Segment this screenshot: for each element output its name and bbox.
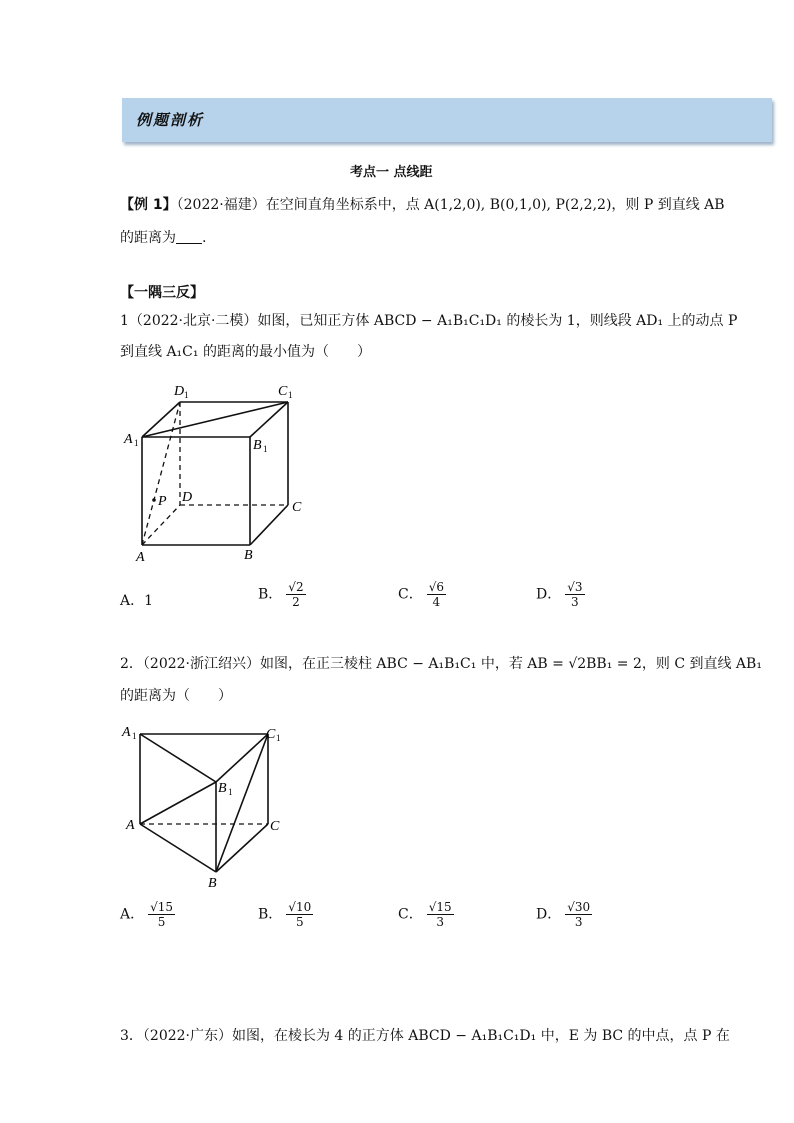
example-1-text-2: 的距离为 (120, 230, 176, 246)
q1-line-1: 1（2022·北京·二模）如图，已知正方体 ABCD − A₁B₁C₁D₁ 的棱长为 1，则线段 AD₁ 上的动点 P (120, 313, 738, 329)
q1-choice-a[interactable]: A．1 (120, 593, 154, 609)
q2-line-1: 2．（2022·浙江绍兴）如图，在正三棱柱 ABC − A₁B₁C₁ 中，若 AB = √2BB₁ = 2，则 C 到直线 AB₁ (120, 656, 762, 672)
label-A: A (126, 818, 135, 833)
q2-choice-b[interactable]: B． $\frac{√10}{5}$ (258, 900, 312, 929)
section-banner (122, 98, 772, 142)
q2-choice-d[interactable]: D． $\frac{√30}{3}$ (536, 900, 591, 929)
q2-line-2: 的距离为（ ） (120, 688, 232, 704)
banner-title: 例题剖析 (136, 111, 205, 129)
label-B1: B (253, 438, 262, 453)
label-A: A (136, 550, 145, 565)
example-1-line-1 (120, 195, 725, 215)
q2-choice-a[interactable]: A． $\frac{√15}{5}$ (120, 900, 174, 929)
prism-figure (118, 720, 298, 892)
q1-choice-c[interactable]: C． $\frac{√6}{4}$ (398, 580, 444, 609)
practice-heading: 【一隅三反】 (120, 285, 204, 301)
label-B1: B (218, 781, 227, 796)
svg-text:1: 1 (134, 438, 139, 448)
svg-text:1: 1 (263, 444, 268, 454)
label-C1: C (266, 727, 276, 742)
answer-blank (176, 229, 202, 244)
svg-text:1: 1 (288, 390, 293, 400)
label-A1: A (122, 725, 131, 740)
label-D1: D (174, 384, 185, 399)
section-title: 考点一 点线距 (350, 165, 433, 180)
svg-text:1: 1 (228, 787, 233, 797)
example-1-text: （2022·福建）在空间直角坐标系中，点 A(1,2,0), B(0,1,0), P(2,2,2)，则 P 到直线 AB (176, 197, 725, 213)
label-A1: A (124, 432, 133, 447)
example-1-line-2: 的距离为 . (120, 230, 207, 246)
label-P: P (158, 494, 167, 509)
q1-choice-b[interactable]: B． $\frac{√2}{2}$ (258, 580, 304, 609)
label-C: C (270, 819, 280, 834)
q2-choice-c[interactable]: C． $\frac{√15}{3}$ (398, 900, 452, 929)
q1-line-2: 到直线 A₁C₁ 的距离的最小值为（ ） (120, 344, 371, 360)
example-1-tag: 【例 1】 (120, 197, 177, 213)
q3-line-1: 3．（2022·广东）如图，在棱长为 4 的正方体 ABCD − A₁B₁C₁D₁ 中，E 为 BC 的中点，点 P 在 (120, 1028, 730, 1044)
label-B: B (244, 548, 253, 563)
q1-choice-d[interactable]: D． $\frac{√3}{3}$ (536, 580, 583, 609)
label-B: B (208, 876, 217, 891)
label-C1: C (278, 384, 288, 399)
svg-text:1: 1 (132, 731, 137, 741)
label-C: C (292, 500, 302, 515)
svg-text:1: 1 (276, 733, 281, 743)
cube-figure (120, 375, 320, 570)
label-D: D (182, 490, 193, 505)
svg-text:1: 1 (184, 390, 189, 400)
